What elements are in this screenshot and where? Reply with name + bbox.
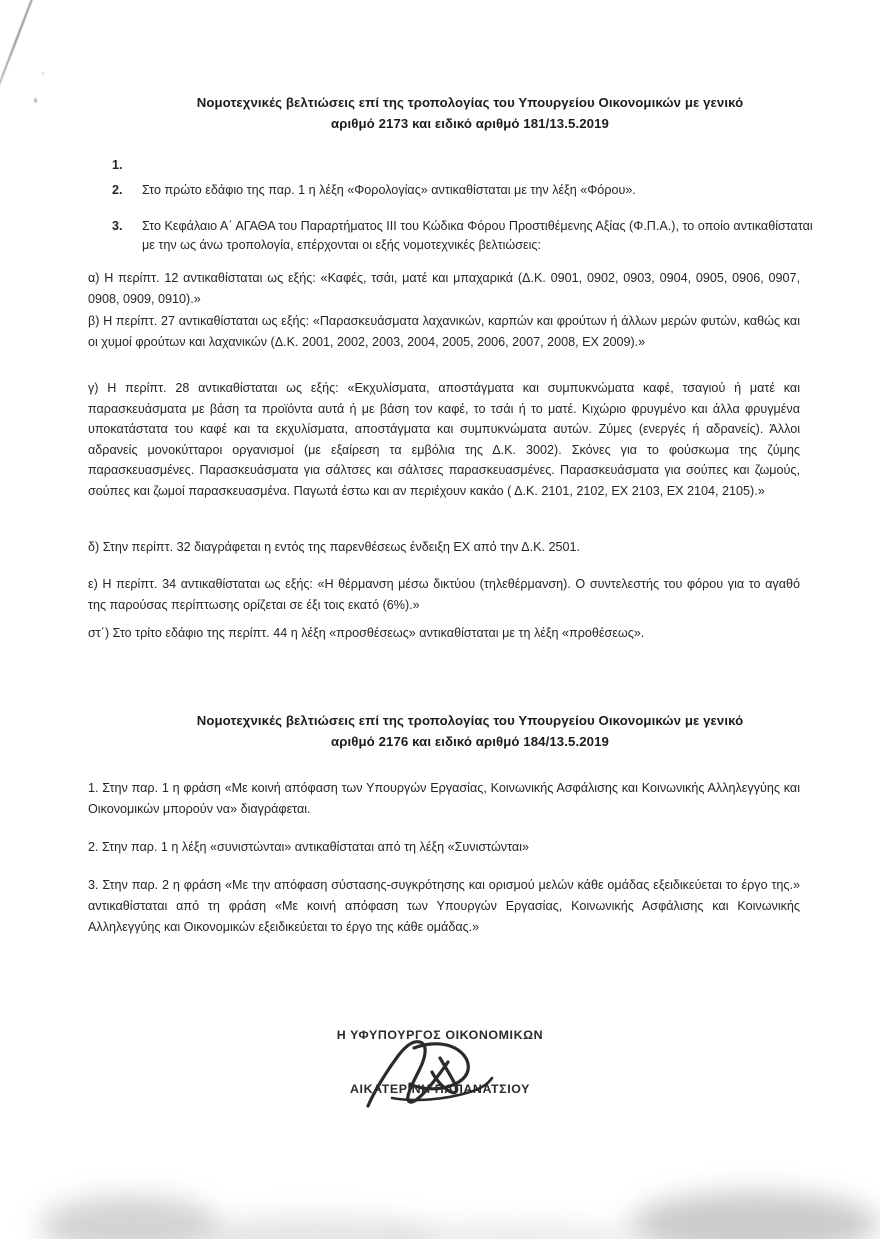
section1-title	[140, 92, 800, 134]
list-item: 1. Στην παρ. 1 η φράση «Με κοινή απόφαση των Υπουργών Εργασίας, Κοινωνικής Ασφάλισης και Κοινωνικής Αλληλεγγύης και Οικονομικών μπορούν να» διαγράφεται.	[88, 781, 800, 816]
paragraph-delta: δ) Στην περίπτ. 32 διαγράφεται η εντός της παρενθέσεως ένδειξη ΕΧ από την Δ.Κ. 2501.	[88, 540, 581, 554]
list-item-text: Στο Κεφάλαιο Α΄ ΑΓΑΘΑ του Παραρτήματος ΙΙΙ του Κώδικα Φόρου Προστιθέμενης Αξίας (Φ.Π.Α.), το οποίο αντικαθίσταται με την ως άνω τροπολογία, επέρχονται οι εξής νομοτεχνικές βελτιώσεις:	[142, 219, 813, 252]
signature-block	[0, 1028, 880, 1096]
paragraph-beta: β) Η περίπτ. 27 αντικαθίσταται ως εξής: «Παρασκευάσματα λαχανικών, καρπών και φρούτων ή άλλων μερών φυτών, καθώς και οι χυμοί φρούτων και λαχανικών (Δ.Κ. 2001, 2002, 2003, 2004, 2005, 2006, 2007, 2008, ΕΧ 2009).»	[88, 314, 800, 349]
list-item	[112, 156, 824, 175]
section1-title-line1: Νομοτεχνικές βελτιώσεις επί της τροπολογίας του Υπουργείου Οικονομικών με γενικό	[196, 95, 744, 110]
list-item	[112, 181, 824, 200]
paragraph-epsilon: ε) Η περίπτ. 34 αντικαθίσταται ως εξής: «Η θέρμανση μέσω δικτύου (τηλεθέρμανση). Ο συντελεστής του φόρου για το αγαθό της παρούσας περίπτωσης ορίζεται σε έξι τοις εκατό (6%).»	[88, 577, 800, 612]
paragraph-stigma: στ΄) Στο τρίτο εδάφιο της περίπτ. 44 η λέξη «προσθέσεως» αντικαθίσταται με τη λέξη «προθέσεως».	[88, 626, 645, 640]
section2-title-line1: Νομοτεχνικές βελτιώσεις επί της τροπολογίας του Υπουργείου Οικονομικών με γενικό	[196, 713, 744, 728]
list-item-text: Στο πρώτο εδάφιο της παρ. 1 η λέξη «Φορολογίας» αντικαθίσταται με την λέξη «Φόρου».	[142, 182, 636, 197]
section1-title-line2: αριθμό 2173 και ειδικό αριθμό 181/13.5.2019	[331, 116, 609, 131]
section1-numbered-list	[112, 156, 824, 268]
list-item-marker: 3.	[112, 219, 123, 233]
list-item-marker: 2.	[112, 182, 123, 197]
list-item: 2. Στην παρ. 1 η λέξη «συνιστώνται» αντικαθίσταται από τη λέξη «Συνιστώνται»	[88, 840, 529, 854]
list-item-marker: 1.	[112, 158, 123, 172]
section2-title-line2: αριθμό 2176 και ειδικό αριθμό 184/13.5.2019	[331, 734, 609, 749]
section2-numbered-list	[88, 778, 800, 955]
signatory-name: ΑΙΚΑΤΕΡΙΝΗ ΠΑΠΑΝΑΤΣΙΟΥ	[350, 1082, 530, 1096]
signature-spacer	[0, 1042, 880, 1082]
paragraph-alpha: α) Η περίπτ. 12 αντικαθίσταται ως εξής: «Καφές, τσάι, ματέ και μπαχαρικά (Δ.Κ. 0901, 0902, 0903, 0904, 0905, 0906, 0907, 0908, 0909, 0910).»	[88, 271, 800, 306]
list-item: 3. Στην παρ. 2 η φράση «Με την απόφαση σύστασης-συγκρότησης και ορισμού μελών κάθε ομάδας εξειδικεύεται το έργο της.» αντικαθίσταται από τη φράση «Με κοινή απόφαση των Υπουργών Εργασίας, Κοινωνικής Ασφάλισης και Κοινωνικής Αλληλεγγύης και Οικονομικών εξειδικεύεται το έργο της κάθε ομάδας.»	[88, 878, 800, 934]
paragraph-gamma: γ) Η περίπτ. 28 αντικαθίσταται ως εξής: «Εκχυλίσματα, αποστάγματα και συμπυκνώματα καφέ, τσαγιού ή ματέ και παρασκευάσματα με βάση τα προϊόντα αυτά ή με βάση τον καφέ, το τσάι ή το ματέ. Κιχώριο φρυγμένο και άλλα φρυγμένα υποκατάστατα του καφέ και τα εκχυλίσματα, αποστάγματα και συμπυκνώματα αυτών. Ζύμες (ενεργές ή αδρανείς). Άλλοι αδρανείς μονοκύτταροι οργανισμοί (με εξαίρεση τα εμβόλια της Δ.Κ. 3002). Σκόνες για το φούσκωμα της ζύμης παρασκευασμένες. Παρασκευάσματα για σάλτσες και σάλτσες παρασκευασμένες. Παρασκευάσματα για σούπες και ζωμούς, σούπες και ζωμοί παρασκευασμένα. Παγωτά έστω και αν περιέχουν κακάο ( Δ.Κ. 2101, 2102, ΕΧ 2103, ΕΧ 2104, 2105).»	[88, 381, 800, 498]
list-item	[112, 217, 824, 254]
signatory-title: Η ΥΦΥΠΟΥΡΓΟΣ ΟΙΚΟΝΟΜΙΚΩΝ	[336, 1028, 544, 1042]
section2-title	[140, 710, 800, 752]
